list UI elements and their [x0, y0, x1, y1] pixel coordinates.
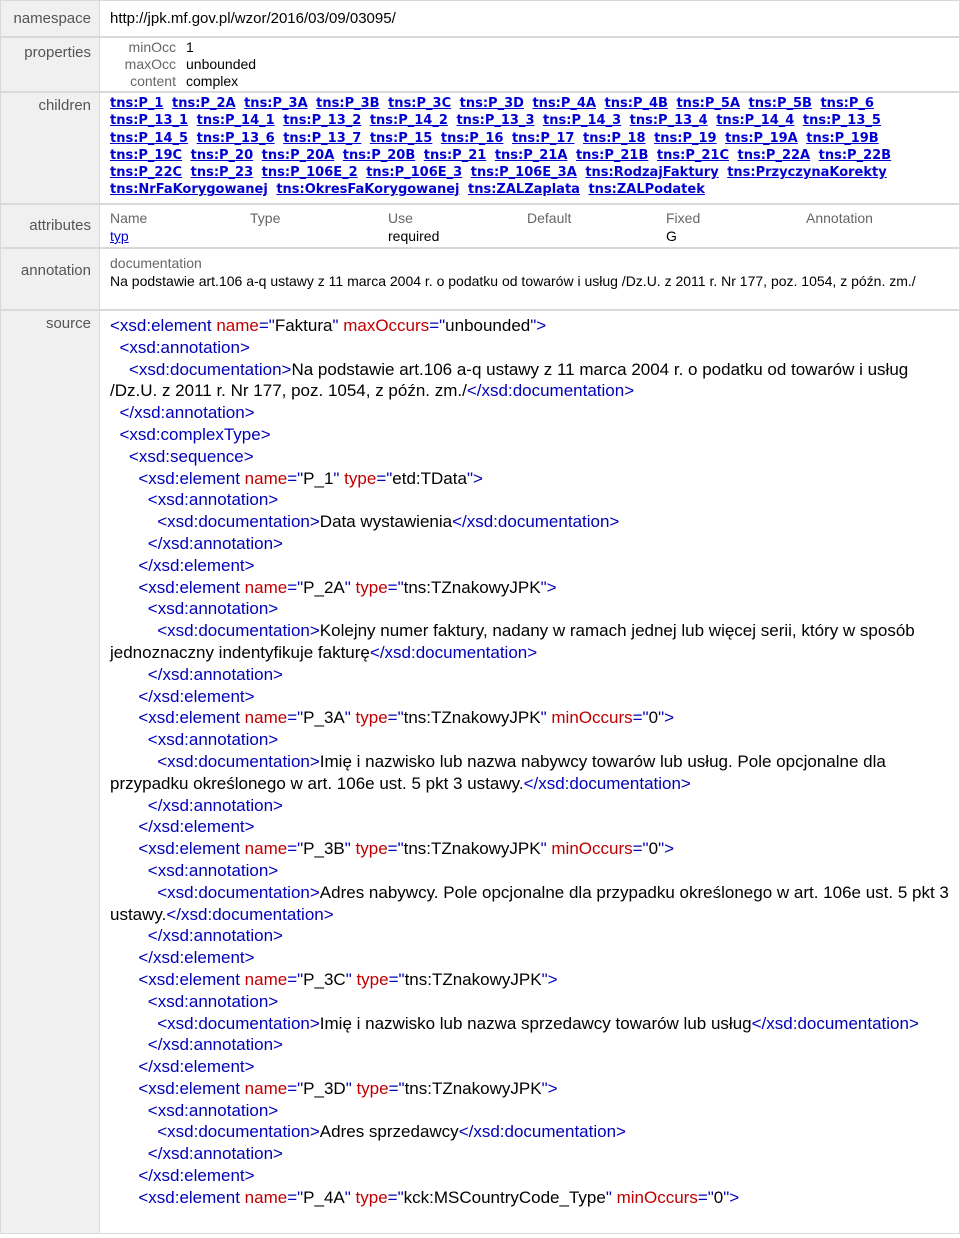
xml-text-token: tns:TZnakowyJPK	[403, 839, 541, 859]
source-line	[110, 729, 949, 751]
property-minocc: minOcc 1	[128, 39, 194, 55]
xml-tag-token: <xsd:annotation>	[147, 730, 279, 750]
annotation-cell	[100, 248, 960, 310]
xml-tag-token: </xsd:documentation>	[369, 642, 538, 662]
attr-col-fixed: Fixed	[666, 210, 701, 226]
source-line	[110, 969, 949, 991]
namespace-row	[0, 0, 960, 37]
attr-col-default: Default	[527, 210, 572, 226]
child-link[interactable]: tns:P_3B	[316, 96, 380, 111]
child-link[interactable]: tns:ZALPodatek	[588, 182, 705, 198]
xml-tag-token: "	[332, 316, 344, 335]
properties-table	[100, 37, 960, 92]
source-code	[100, 310, 960, 1234]
xml-text-token: Adres sprzedawcy	[319, 1122, 459, 1142]
children-label: children	[0, 92, 100, 204]
child-link[interactable]: tns:P_5B	[748, 96, 812, 111]
source-indent	[110, 360, 129, 379]
attributes-row	[0, 204, 960, 248]
source-indent	[110, 948, 138, 967]
xml-tag-token: "	[344, 577, 356, 597]
source-line	[110, 555, 949, 577]
source-indent	[110, 447, 129, 466]
attr-typ-use: required	[388, 228, 440, 244]
xml-tag-token: </xsd:element>	[138, 1057, 255, 1077]
xml-text-token: tns:TZnakowyJPK	[403, 577, 541, 597]
xml-tag-token: </xsd:annotation>	[119, 403, 255, 423]
source-line	[110, 664, 949, 686]
child-link[interactable]: tns:P_20	[190, 147, 254, 163]
xml-text-token: kck:MSCountryCode_Type	[403, 1187, 606, 1207]
attribute-row	[110, 227, 959, 245]
source-indent	[110, 556, 138, 575]
source-line	[110, 577, 949, 599]
source-row	[0, 310, 960, 1234]
xml-tag-token: "	[344, 1187, 356, 1207]
xml-tag-token: <xsd:documentation>	[157, 1122, 320, 1142]
source-indent	[110, 1144, 148, 1163]
xml-tag-token: ="	[258, 316, 275, 335]
xml-tag-token: ="	[632, 708, 649, 728]
xml-tag-token: <xsd:element	[138, 839, 245, 859]
xml-text-token: 0	[648, 708, 659, 728]
attributes-label: attributes	[0, 204, 100, 248]
source-line	[110, 1187, 949, 1209]
xml-tag-token: <xsd:annotation>	[147, 599, 279, 619]
child-link[interactable]: tns:P_3D	[459, 96, 524, 111]
source-line	[110, 686, 949, 708]
child-link[interactable]: tns:P_20A	[261, 147, 335, 163]
annotation-row	[0, 248, 960, 310]
child-link[interactable]: tns:P_13_1	[110, 113, 189, 129]
xml-attr-name-token: name	[244, 577, 288, 597]
source-indent	[110, 621, 157, 640]
source-line	[110, 337, 949, 359]
xml-tag-token: "	[345, 1078, 357, 1098]
child-link[interactable]: tns:P_13_2	[283, 113, 362, 129]
annotation-label: annotation	[0, 248, 100, 310]
child-link[interactable]: tns:PrzyczynaKorekty	[727, 165, 887, 181]
xml-tag-token: ="	[632, 839, 649, 859]
child-link[interactable]: tns:P_13_5	[802, 113, 881, 129]
xml-tag-token: </xsd:annotation>	[147, 1035, 283, 1055]
xml-tag-token: <xsd:element	[138, 468, 245, 488]
child-link[interactable]: tns:P_14_5	[110, 130, 189, 146]
xml-tag-token: </xsd:documentation>	[523, 773, 691, 793]
source-line	[110, 359, 949, 403]
xml-tag-token: "	[344, 708, 356, 728]
xml-text-token: Kolejny numer faktury, nadany w ramach jednej lub więcej serii, który w sposób jednoznaczny indentyfikuje fakturę	[110, 621, 915, 662]
source-indent	[110, 578, 138, 597]
source-line	[110, 707, 949, 729]
child-link[interactable]: tns:P_18	[583, 130, 646, 146]
xml-attr-name-token: minOccurs	[616, 1187, 698, 1207]
xml-tag-token: ="	[387, 839, 404, 859]
xml-text-token: Imię i nazwisko lub nazwa nabywcy towarów lub usług. Pole opcjonalne dla przypadku określonego w art. 106e ust. 5 pkt 3 ustawy.	[110, 751, 886, 793]
child-link[interactable]: tns:P_3C	[388, 96, 452, 111]
xml-tag-token: ="	[387, 1187, 404, 1207]
child-link[interactable]: tns:P_2A	[172, 96, 236, 111]
xml-tag-token: <xsd:annotation>	[147, 490, 279, 510]
xml-tag-token: </xsd:element>	[138, 948, 255, 968]
xml-tag-token: </xsd:annotation>	[147, 664, 283, 684]
xml-tag-token: <xsd:complexType>	[119, 424, 271, 444]
xml-attr-name-token: minOccurs	[551, 839, 633, 859]
source-line	[110, 925, 949, 947]
source-line	[110, 816, 949, 838]
xml-attr-name-token: type	[355, 708, 388, 728]
child-link[interactable]: tns:P_19C	[110, 147, 183, 163]
child-link[interactable]: tns:P_21B	[575, 147, 649, 163]
child-link[interactable]: tns:P_106E_3A	[470, 165, 577, 181]
xml-text-token: Imię i nazwisko lub nazwa sprzedawcy towarów lub usług	[319, 1013, 752, 1033]
xml-tag-token: ="	[287, 468, 304, 488]
attr-col-annotation: Annotation	[806, 210, 873, 226]
xml-text-token: Adres nabywcy. Pole opcjonalne dla przypadku określonego w art. 106e ust. 5 pkt 3 ustawy.	[110, 882, 949, 924]
child-link[interactable]: tns:NrFaKorygowanej	[110, 182, 268, 198]
xml-tag-token: </xsd:documentation>	[466, 381, 635, 401]
child-link[interactable]: tns:P_22C	[110, 165, 183, 181]
xml-attr-name-token: type	[355, 577, 388, 597]
xml-tag-token: ="	[388, 969, 405, 989]
source-line	[110, 860, 949, 882]
xml-tag-token: <xsd:element	[138, 1078, 245, 1098]
source-indent	[110, 1166, 138, 1185]
xml-attr-name-token: type	[344, 468, 377, 488]
xml-tag-token: </xsd:documentation>	[452, 512, 620, 532]
xml-tag-token: ="	[376, 468, 393, 488]
xml-tag-token: ="	[388, 1078, 405, 1098]
xml-tag-token: </xsd:documentation>	[166, 904, 334, 924]
namespace-value: http://jpk.mf.gov.pl/wzor/2016/03/09/03095/	[100, 0, 960, 37]
source-indent	[110, 599, 148, 618]
source-indent	[110, 1101, 148, 1120]
xml-attr-name-token: name	[244, 1187, 288, 1207]
namespace-label: namespace	[0, 0, 100, 37]
xml-tag-token: </xsd:element>	[138, 686, 255, 706]
xml-attr-name-token: name	[244, 1078, 288, 1098]
xml-tag-token: </xsd:element>	[138, 555, 255, 575]
xml-tag-token: ">	[466, 468, 483, 488]
xml-attr-name-token: name	[216, 316, 259, 335]
property-maxocc: maxOcc unbounded	[124, 56, 257, 72]
xml-tag-token: ">	[530, 316, 547, 335]
child-link[interactable]: tns:P_21A	[494, 147, 568, 163]
child-link[interactable]: tns:P_19A	[725, 130, 798, 146]
xml-text-token: tns:TZnakowyJPK	[403, 708, 541, 728]
source-line	[110, 882, 949, 926]
source-line	[110, 947, 949, 969]
xml-attr-name-token: minOccurs	[551, 708, 633, 728]
source-indent	[110, 469, 138, 488]
xml-tag-token: ="	[287, 969, 304, 989]
xml-tag-token: <xsd:element	[138, 708, 245, 728]
xml-attr-name-token: type	[355, 839, 388, 859]
xml-tag-token: "	[540, 839, 552, 859]
properties-row	[0, 37, 960, 92]
xml-tag-token: ="	[287, 1187, 304, 1207]
source-indent	[110, 839, 138, 858]
xml-tag-token: ="	[387, 577, 404, 597]
source-line	[110, 489, 949, 511]
source-indent	[110, 861, 148, 880]
xml-tag-token: <xsd:documentation>	[128, 359, 292, 379]
xml-tag-token: ">	[723, 1187, 740, 1207]
child-link[interactable]: tns:P_13_3	[456, 113, 535, 129]
source-line	[110, 1034, 949, 1056]
xml-tag-token: ="	[387, 708, 404, 728]
xml-attr-name-token: name	[244, 468, 288, 488]
source-indent	[110, 883, 157, 902]
xml-tag-token: "	[333, 468, 345, 488]
attr-col-use: Use	[388, 210, 413, 226]
xml-tag-token: ">	[541, 1078, 558, 1098]
xml-text-token: etd:TData	[392, 468, 467, 488]
source-indent	[110, 817, 138, 836]
xml-tag-token: ="	[697, 1187, 714, 1207]
child-link[interactable]: tns:P_14_3	[543, 113, 622, 129]
xml-tag-token: ="	[287, 708, 304, 728]
source-line	[110, 1078, 949, 1100]
attributes-table	[100, 204, 960, 248]
source-line	[110, 598, 949, 620]
xml-tag-token: </xsd:annotation>	[147, 533, 283, 553]
source-line	[110, 533, 949, 555]
xml-text-token: P_2A	[303, 577, 345, 597]
xml-tag-token: </xsd:documentation>	[751, 1013, 919, 1033]
child-link[interactable]: tns:P_6	[820, 96, 874, 111]
source-indent	[110, 1188, 138, 1207]
source-indent	[110, 1057, 138, 1076]
xml-tag-token: <xsd:sequence>	[128, 446, 254, 466]
xml-attr-name-token: type	[356, 969, 389, 989]
child-link[interactable]: tns:P_22A	[737, 147, 811, 163]
xml-attr-name-token: name	[244, 839, 288, 859]
source-indent	[110, 512, 157, 531]
xml-text-token: tns:TZnakowyJPK	[404, 969, 542, 989]
child-link[interactable]: tns:P_15	[369, 130, 433, 146]
source-line	[110, 315, 949, 337]
child-link[interactable]: tns:RodzajFaktury	[585, 165, 719, 181]
child-link[interactable]: tns:P_20B	[342, 147, 416, 163]
source-line	[110, 468, 949, 490]
child-link[interactable]: tns:P_1	[110, 96, 164, 111]
source-indent	[110, 534, 148, 553]
child-link[interactable]: tns:P_19	[654, 130, 717, 146]
source-indent	[110, 708, 138, 727]
source-indent	[110, 752, 157, 771]
attributes-header-row	[110, 209, 959, 227]
child-link[interactable]: tns:P_13_6	[196, 130, 275, 146]
child-link[interactable]: tns:P_17	[511, 130, 575, 146]
xml-tag-token: ">	[658, 708, 675, 728]
xml-tag-token: <xsd:documentation>	[157, 1013, 320, 1033]
source-line	[110, 991, 949, 1013]
xml-tag-token: "	[605, 1187, 617, 1207]
source-line	[110, 1143, 949, 1165]
child-link[interactable]: tns:P_16	[440, 130, 504, 146]
source-line	[110, 1100, 949, 1122]
source-line	[110, 424, 949, 446]
xml-tag-token: ="	[287, 1078, 304, 1098]
xml-tag-token: </xsd:element>	[138, 817, 255, 837]
child-link[interactable]: tns:P_106E_3	[366, 165, 463, 181]
source-line	[110, 446, 949, 468]
xml-tag-token: "	[540, 708, 552, 728]
source-line	[110, 620, 949, 664]
source-line	[110, 1121, 949, 1143]
source-indent	[110, 687, 138, 706]
source-line	[110, 1013, 949, 1035]
xml-tag-token: <xsd:element	[138, 969, 245, 989]
xml-text-token: P_3B	[303, 839, 345, 859]
xml-text-token: Data wystawienia	[319, 512, 453, 532]
xml-tag-token: </xsd:annotation>	[147, 795, 283, 815]
source-line	[110, 1056, 949, 1078]
xml-attr-name-token: type	[355, 1187, 388, 1207]
xml-tag-token: </xsd:element>	[138, 1166, 255, 1186]
xml-text-token: P_4A	[303, 1187, 345, 1207]
xml-attr-name-token: name	[244, 969, 288, 989]
xml-text-token: tns:TZnakowyJPK	[404, 1078, 542, 1098]
xml-text-token: Faktura	[274, 316, 333, 335]
attr-col-type: Type	[250, 210, 281, 226]
xml-tag-token: ">	[540, 577, 557, 597]
xml-tag-token: ="	[287, 577, 304, 597]
source-line	[110, 1165, 949, 1187]
child-link[interactable]: tns:P_14_1	[196, 113, 275, 129]
xml-text-token: 0	[713, 1187, 724, 1207]
source-indent	[110, 1122, 157, 1141]
xml-text-token: unbounded	[445, 316, 531, 335]
source-indent	[110, 665, 148, 684]
xml-tag-token: <xsd:documentation>	[157, 882, 320, 902]
source-indent	[110, 926, 148, 945]
xml-text-token: Na podstawie art.106 a-q ustawy z 11 marca 2004 r. o podatku od towarów i usług /Dz.U. z 2011 r. Nr 177, poz. 1054, z późn. zm./	[110, 359, 909, 401]
xml-attr-name-token: name	[244, 708, 288, 728]
xml-tag-token: </xsd:annotation>	[147, 1144, 283, 1164]
children-row	[0, 92, 960, 204]
child-link[interactable]: tns:P_23	[190, 165, 254, 181]
xml-tag-token: <xsd:documentation>	[157, 751, 320, 771]
property-content: content complex	[130, 73, 239, 89]
xml-tag-token: <xsd:annotation>	[119, 337, 250, 357]
source-indent	[110, 490, 148, 509]
child-link[interactable]: tns:OkresFaKorygowanej	[276, 182, 460, 198]
child-link[interactable]: tns:P_21	[423, 147, 487, 163]
xml-tag-token: </xsd:documentation>	[458, 1122, 626, 1142]
source-line	[110, 751, 949, 795]
source-indent	[110, 1035, 148, 1054]
xml-tag-token: ="	[287, 839, 304, 859]
child-link[interactable]: tns:P_14_2	[369, 113, 448, 129]
xml-tag-token: "	[345, 969, 357, 989]
attr-typ-link[interactable]: typ	[110, 228, 129, 244]
child-link[interactable]: tns:P_13_7	[283, 130, 362, 146]
source-indent	[110, 1079, 138, 1098]
attr-col-name: Name	[110, 210, 148, 226]
source-indent	[110, 796, 148, 815]
source-line	[110, 838, 949, 860]
xml-tag-token: </xsd:annotation>	[147, 926, 283, 946]
xml-text-token: P_3D	[303, 1078, 346, 1098]
source-line	[110, 795, 949, 817]
xml-tag-token: <xsd:element	[110, 316, 217, 335]
child-link[interactable]: tns:P_13_4	[629, 113, 708, 129]
xml-text-token: 0	[648, 839, 659, 859]
annotation-doc-header: documentation	[110, 255, 202, 271]
xml-tag-token: <xsd:documentation>	[157, 621, 320, 641]
child-link[interactable]: tns:ZALZaplata	[468, 182, 580, 198]
xml-tag-token: <xsd:element	[138, 1187, 245, 1207]
xml-tag-token: ">	[541, 969, 558, 989]
properties-label: properties	[0, 37, 100, 92]
child-link[interactable]: tns:P_19B	[806, 130, 879, 146]
child-link[interactable]: tns:P_4A	[532, 96, 597, 111]
xml-tag-token: <xsd:documentation>	[157, 512, 320, 532]
child-link[interactable]: tns:P_22B	[818, 147, 892, 163]
xml-attr-name-token: maxOccurs	[343, 316, 430, 335]
xml-tag-token: "	[344, 839, 356, 859]
attr-typ-fixed: G	[666, 228, 677, 244]
child-link[interactable]: tns:P_3A	[244, 96, 308, 111]
child-link[interactable]: tns:P_5A	[676, 96, 741, 111]
source-line	[110, 511, 949, 533]
source-indent	[110, 970, 138, 989]
xml-tag-token: ">	[658, 839, 675, 859]
xml-attr-name-token: type	[356, 1078, 389, 1098]
source-indent	[110, 1014, 157, 1033]
child-link[interactable]: tns:P_21C	[656, 147, 729, 163]
child-link[interactable]: tns:P_106E_2	[261, 165, 358, 181]
child-link[interactable]: tns:P_14_4	[716, 113, 795, 129]
annotation-doc-text: Na podstawie art.106 a-q ustawy z 11 marca 2004 r. o podatku od towarów i usług /Dz.U. z 2011 r. Nr 177, poz. 1054, z późn. zm./	[110, 273, 916, 289]
xml-text-token: P_3A	[303, 708, 345, 728]
xml-text-token: P_1	[303, 468, 334, 488]
source-indent	[110, 992, 148, 1011]
xml-tag-token: <xsd:annotation>	[147, 991, 279, 1011]
xml-tag-token: ="	[429, 316, 446, 335]
source-label: source	[0, 310, 100, 1234]
xml-tag-token: <xsd:annotation>	[147, 860, 279, 880]
xml-tag-token: <xsd:element	[138, 577, 245, 597]
children-links	[100, 92, 960, 204]
xml-text-token: P_3C	[303, 969, 346, 989]
child-link[interactable]: tns:P_4B	[604, 96, 668, 111]
xml-tag-token: <xsd:annotation>	[147, 1100, 279, 1120]
source-line	[110, 402, 949, 424]
source-indent	[110, 730, 148, 749]
